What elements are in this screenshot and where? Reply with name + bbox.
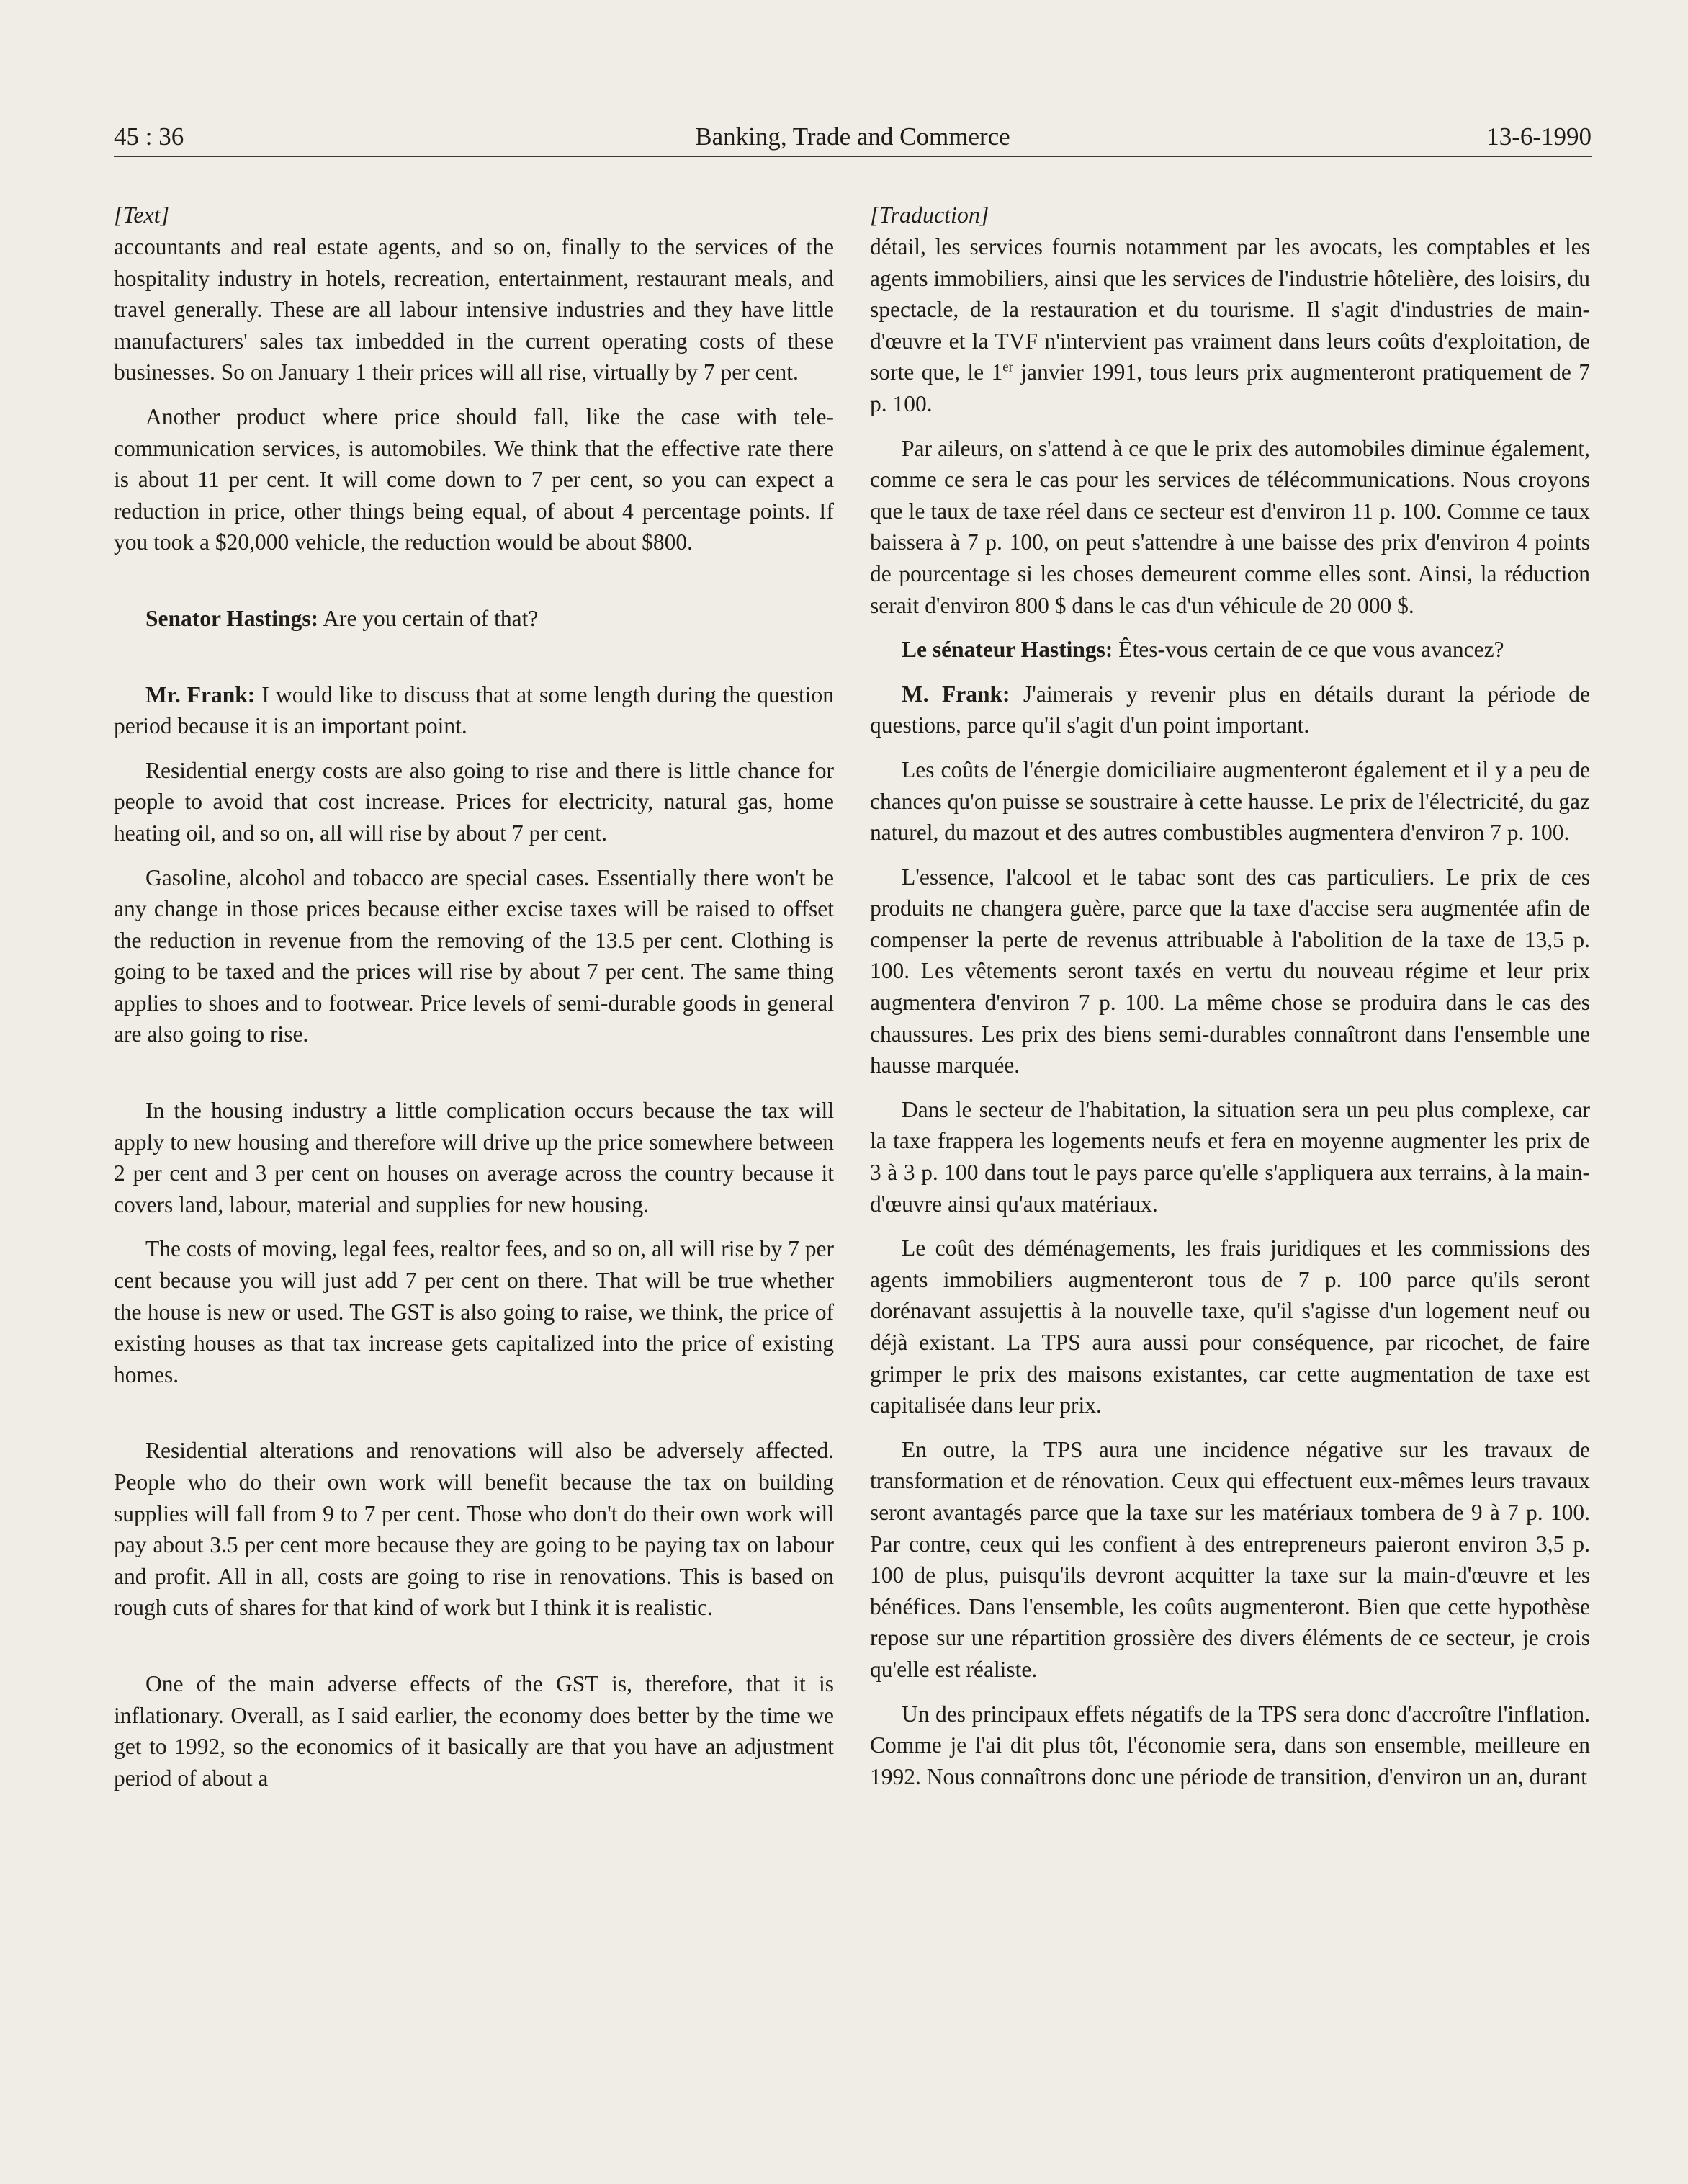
speaker-name: Senator Hastings:: [145, 605, 319, 631]
paragraph: accountants and real estate agents, and so on, finally to the services of the hospitality industry in hotels, recreation, entertainment, restaurant meals, and travel generally. These are all labour intensive industries and they have little manufacturers' sales tax imbedded in the current operating costs of these businesses. So on January 1 their prices will all rise, virtually by 7 per cent.: [114, 234, 834, 385]
paragraph: détail, les services fournis notamment par les avocats, les comptables et les agents immobiliers, ainsi que les services de l'industrie hôtelière, des loisirs, du spectacle, de la restauration et du tourisme. Il s'agit d'industries de main-d'œuvre et la TVF n'intervient pas vraiment dans leurs coûts d'exploitation, de sorte que, le 1er janvier 1991, tous leurs prix augmenteront pratiquement de 7 p. 100.: [870, 234, 1590, 416]
french-column: [870, 198, 1590, 1792]
speaker-paragraph: M. Frank: J'aimerais y revenir plus en détails durant la période de questions, parce qu'il s'agit d'un point important.: [870, 681, 1590, 738]
paragraph: The costs of moving, legal fees, realtor fees, and so on, all will rise by 7 per cent because you will just add 7 per cent on there. That will be true whether the house is new or used. The GST is also going to raise, we think, the price of existing houses as that tax increase gets capitalized into the price of existing homes.: [114, 1236, 834, 1387]
header-rule: [114, 156, 1592, 157]
paragraph: Par aileurs, on s'attend à ce que le prix des automobiles diminue également, comme ce sera le cas pour les services de télécommunications. Nous croyons que le taux de taxe réel dans ce secteur est d'environ 11 p. 100. Comme ce taux baissera à 7 p. 100, on peut s'attendre à une baisse des prix d'environ 4 points de pourcentage si les choses demeurent comme elles sont. Ainsi, la réduction serait d'environ 800 $ dans le cas d'un véhicule de 20 000 $.: [870, 435, 1590, 618]
speaker-paragraph: Senator Hastings: Are you certain of that?: [145, 605, 539, 631]
speaker-paragraph: Le sénateur Hastings: Êtes-vous certain de ce que vous avancez?: [902, 637, 1504, 663]
paragraph: Dans le secteur de l'habitation, la situation sera un peu plus complexe, car la taxe frappera les logements neufs et fera en moyenne augmenter les prix de 3 à 3 p. 100 dans tout le pays parce qu'elle s'appliquera aux terrains, à la main-d'œuvre ainsi qu'aux matériaux.: [870, 1096, 1590, 1217]
committee-title: Banking, Trade and Commerce: [695, 122, 1010, 151]
speaker-name: Mr. Frank:: [145, 681, 256, 707]
paragraph: Residential alterations and renovations will also be adversely affected. People who do their own work will benefit because the tax on building supplies will fall from 9 to 7 per cent. Those who don't do their own work will pay about 3.5 per cent more because they are going to be paying tax on labour and profit. All in all, costs are going to rise in renovations. This is based on rough cuts of shares for that kind of work but I think it is realistic.: [114, 1438, 834, 1621]
sitting-date: 13-6-1990: [1486, 122, 1592, 151]
speaker-name: M. Frank:: [902, 681, 1010, 707]
paragraph: L'essence, l'alcool et le tabac sont des cas particuliers. Le prix de ces produits ne changera guère, parce que la taxe d'accise sera augmentée afin de compenser la perte de revenus attribuable à l'abolition de la taxe de 13,5 p. 100. Les vêtements seront taxés en vertu du nouveau régime et leur prix augmentera d'environ 7 p. 100. La même chose se produira dans le cas des chaussures. Les prix des biens semi-durables connaîtront dans l'ensemble une hausse marquée.: [870, 864, 1590, 1078]
paragraph: Le coût des déménagements, les frais juridiques et les commissions des agents immobiliers augmenteront tous de 7 p. 100 parce qu'ils seront dorénavant assujettis à la nouvelle taxe, qu'il s'agisse d'un logement neuf ou déjà existant. La TPS aura aussi pour conséquence, par ricochet, de faire grimper le prix des maisons existantes, car cette augmentation de taxe est capitalisée dans leur prix.: [870, 1235, 1590, 1418]
speaker-name: Le sénateur Hastings:: [902, 637, 1113, 663]
translation-label: [Traduction]: [870, 202, 989, 228]
speaker-paragraph: Mr. Frank: I would like to discuss that at some length during the question period because it is an important point.: [114, 681, 834, 739]
paragraph: Residential energy costs are also going to rise and there is little chance for people to avoid that cost increase. Prices for electricity, natural gas, home heating oil, and so on, all will rise by about 7 per cent.: [114, 757, 834, 846]
page-number: 45 : 36: [114, 122, 184, 151]
paragraph: En outre, la TPS aura une incidence négative sur les travaux de transformation et de rénovation. Ceux qui effectuent eux-mêmes leurs travaux seront avantagés parce que la taxe sur les matériaux tombera de 9 à 7 p. 100. Par contre, ceux qui les confient à des entrepreneurs paieront environ 3,5 p. 100 de plus, puisqu'ils devront acquitter la taxe sur la main-d'œuvre et les bénéfices. Dans l'ensemble, les coûts augmenteront. Bien que cette hypothèse repose sur une répartition grossière des divers éléments de ce secteur, je crois qu'elle est réaliste.: [870, 1436, 1590, 1682]
paragraph: One of the main adverse effects of the GST is, therefore, that it is inflationary. Overall, as I said earlier, the economy does better by the time we get to 1992, so the economics of it basically are that you have an adjustment period of about a: [114, 1670, 834, 1791]
text-label: [Text]: [114, 202, 170, 228]
page-header: [114, 121, 1592, 157]
paragraph: Gasoline, alcohol and tobacco are special cases. Essentially there won't be any change in those prices because either excise taxes will be raised to offset the reduction in revenue from the removing of the 13.5 per cent. Clothing is going to be taxed and the prices will rise by about 7 per cent. The same thing applies to shoes and to footwear. Price levels of semi-durable goods in general are also going to rise.: [114, 864, 834, 1047]
paragraph: In the housing industry a little complication occurs because the tax will apply to new housing and therefore will drive up the price somewhere between 2 per cent and 3 per cent on houses on average across the country because it covers land, labour, material and supplies for new housing.: [114, 1098, 834, 1217]
paragraph: Les coûts de l'énergie domiciliaire augmenteront également et il y a peu de chances qu'on puisse se soustraire à cette hausse. Le prix de l'électricité, du gaz naturel, du mazout et des autres combustibles augmentera d'environ 7 p. 100.: [870, 756, 1590, 846]
paragraph: Another product where price should fall, like the case with tele-communication services, is automobiles. We think that the effective rate there is about 11 per cent. It will come down to 7 per cent, so you can expect a reduction in price, other things being equal, of about 4 percentage points. If you took a $20,000 vehicle, the reduction would be about $800.: [114, 403, 834, 555]
english-column: [114, 198, 834, 1794]
paragraph: Un des principaux effets négatifs de la TPS sera donc d'accroître l'inflation. Comme je l'ai dit plus tôt, l'économie sera, dans son ensemble, meilleure en 1992. Nous connaîtrons donc une période de transition, d'environ un an, durant: [870, 1701, 1590, 1789]
